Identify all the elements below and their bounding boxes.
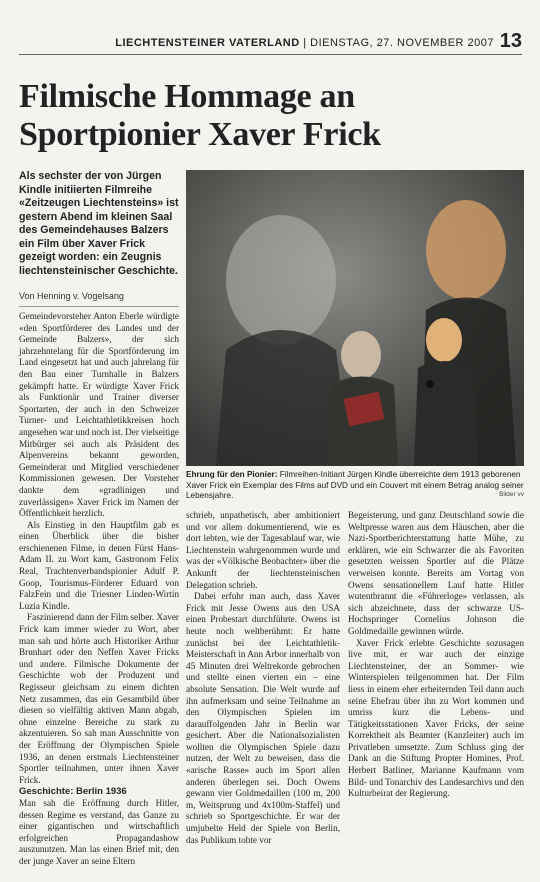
publication-name: LIECHTENSTEINER VATERLAND <box>115 37 300 49</box>
header-rule <box>19 54 522 55</box>
header-publication-line <box>115 37 494 49</box>
photo-credit: Bilder vv <box>499 491 524 498</box>
paragraph: Faszinierend dann der Film selber. Xaver Frick kam immer wieder zu Wort, aber man sah und hörte auch Historiker Arthur Brunhart oder den Neffen Xaver Fricks und andere. Filmische Dokumente der Geschichte wob der Produzent und Regisseur gleichsam zu einem dichten Netz zusammen, das ein Gesamtbild über diesen so vielfältig aktiven Mann abgab, ohne einzelne Bereiche zu stark zu akzentuieren. So sah man Ausschnitte von der Eröffnung der Olympischen Spiele 1936, an denen erstmals Liechtensteiner Sportler teilnahmen, unter ihnen Xaver Frick. <box>19 612 179 785</box>
page-number: 13 <box>499 30 522 52</box>
paragraph: Xaver Frick erlebte Geschichte sozusagen live mit, er war auch der einzige Liechtensteiner, der an Sommer- wie Winterspielen teilgenommen hat. Der Film liess in einem eher erheiternden Teil dann auch seine Ehefrau über ihn zu Wort kommen und umriss kurz die Lebens- und Tätigkeitsstationen Xaver Fricks, der seine Korrektheit als Beamter (Kanzleiter) auch im Privatleben umsetzte. Zum Schluss ging der Dank an die Stiftung Propter Homines, Prof. Herbert Batliner, Marianne Kaufmann vom Bild- und Tonarchiv des Landesarchivs und den Kulturbeirat der Regierung. <box>348 637 524 799</box>
paragraph: Dabei erfuhr man auch, dass Xaver Frick mit Jesse Owens aus den USA einen Probestart durchführte. Owens ist heute noch weltberühmt: Er hatte zunächst bei der Leichtathletik-Meisterschaft in Ann Arbor innerhalb von 45 Minuten drei Weltrekorde gebrochen und stellte einen vierten ein – eine absolute Sensation. Die Welt wurde auf ihn aufmerksam und seine Teilnahme an den Olympischen Spielen im darauffolgenden Jahr in Berlin war gesichert. Aber die Nationalsozialisten wollten die Olympischen Spiele dazu nutzen, der Welt zu beweisen, dass die «arische Rasse» auch im Sport allen anderen überlegen sei. Doch Owens gewann vier Goldmedaillen (100 m, 200 m, Weitsprung und 4x100m-Staffel) und schrieb so Sportgeschichte. Er war der umjubelte Held der Spiele von Berlin, das Publikum tobte vor <box>186 591 340 845</box>
paragraph: Begeisterung, und ganz Deutschland sowie die Weltpresse waren aus dem Häuschen, aber die Nazi-Sportberichterstattung hatte Mühe, zu erklären, wie ein Schwarzer die als Favoriten gesetzten weissen Sportler auf die Plätze verweisen konnte. Bereits am Vortag von Owens sensationellem Lauf hatte Hitler wutentbrannt die «Führerloge» verlassen, als sich abzeichnete, dass der schwarze US-Hochspringer Cornelius Johnson die Goldmedaille gewinnen würde. <box>348 510 524 636</box>
page-header <box>19 30 522 56</box>
article-photo <box>186 170 524 466</box>
caption-title: Ehrung für den Pionier: <box>186 470 278 479</box>
section-subhead: Geschichte: Berlin 1936 <box>19 786 127 798</box>
author-divider <box>19 306 179 307</box>
article-author: Von Henning v. Vogelsang <box>19 291 124 301</box>
text-column-3 <box>348 510 524 852</box>
paragraph: Gemeindevorsteher Anton Eberle würdigte «den Sportförderer des Landes und der Gemeinde Balzers», der sich jahrzehntelang für die Sportförderung im Land eingesetzt hat und auch jahrelang für den Bau einer Turnhalle in Balzers gekämpft hatte. Er würdigte Xaver Frick als Funktionär und Trainer diverser Sportarten, der auch in den Schweizer Turner- und Leichtathletikkreisen hoch angesehen war und noch ist. Der vielseitige Mitbürger sei auch als Präsident des Alpenvereins bekannt geworden, Gemeinderat und Mitglied verschiedener Kommissionen gewesen. Der Vorsteher dankte dem «gradlinigen und zuverlässigen» Xaver Frick im Namen der Öffentlichkeit herzlich. <box>19 311 179 519</box>
header-separator: | <box>303 37 307 49</box>
text-column-1 <box>19 311 179 866</box>
photo-illustration <box>186 170 524 466</box>
issue-date: DIENSTAG, 27. NOVEMBER 2007 <box>310 37 494 49</box>
text-column-2 <box>186 510 340 852</box>
photo-caption <box>186 470 524 502</box>
caption-text: Filmreihen-Initiant Jürgen Kindle überreichte dem 1913 geborenen Xaver Frick ein Exemplar des Films auf DVD und ein Couvert mit einem Betrag analog seiner Lebensjahre. <box>186 470 524 500</box>
paragraph: Als Einstieg in den Hauptfilm gab es einen Überblick über die bisher erschienenen Filme, in denen Fürst Hans-Adam II. zu Wort kam, Gastronom Felix Real, Trachtenverbandspionier Adulf P. Goop, Tourismus-Förderer Eduard von FalzFein und die Triesner Linden-Wirtin Luzia Kindle. <box>19 519 179 611</box>
article-lead: Als sechster der von Jürgen Kindle initiierten Filmreihe «Zeitzeugen Liechtensteins» ist gestern Abend im kleinen Saal des Gemeindehauses Balzers ein Film über Xaver Frick gezeigt worden: ein Zeugnis liechtensteinischer Geschichte. <box>19 170 179 277</box>
paragraph: schrieb, unpathetisch, aber ambitioniert und vor allem dokumentierend, wie es dort lebten, wie der Tagesablauf war, wie Liechtenstein wahrgenommen wurde und was der «Völkische Beobachter» über die Ankunft der liechtensteinischen Delegation schrieb. <box>186 510 340 590</box>
article-headline: Filmische Hommage an Sportpionier Xaver Frick <box>19 78 381 153</box>
paragraph: Man sah die Eröffnung durch Hitler, dessen Regime es verstand, das Ganze zu einer gigantischen und wirtschaftlich erfolgreichen Propagandashow auszunutzen. Man las einen Brief mit, den der junge Xaver an seine Eltern <box>19 797 179 866</box>
